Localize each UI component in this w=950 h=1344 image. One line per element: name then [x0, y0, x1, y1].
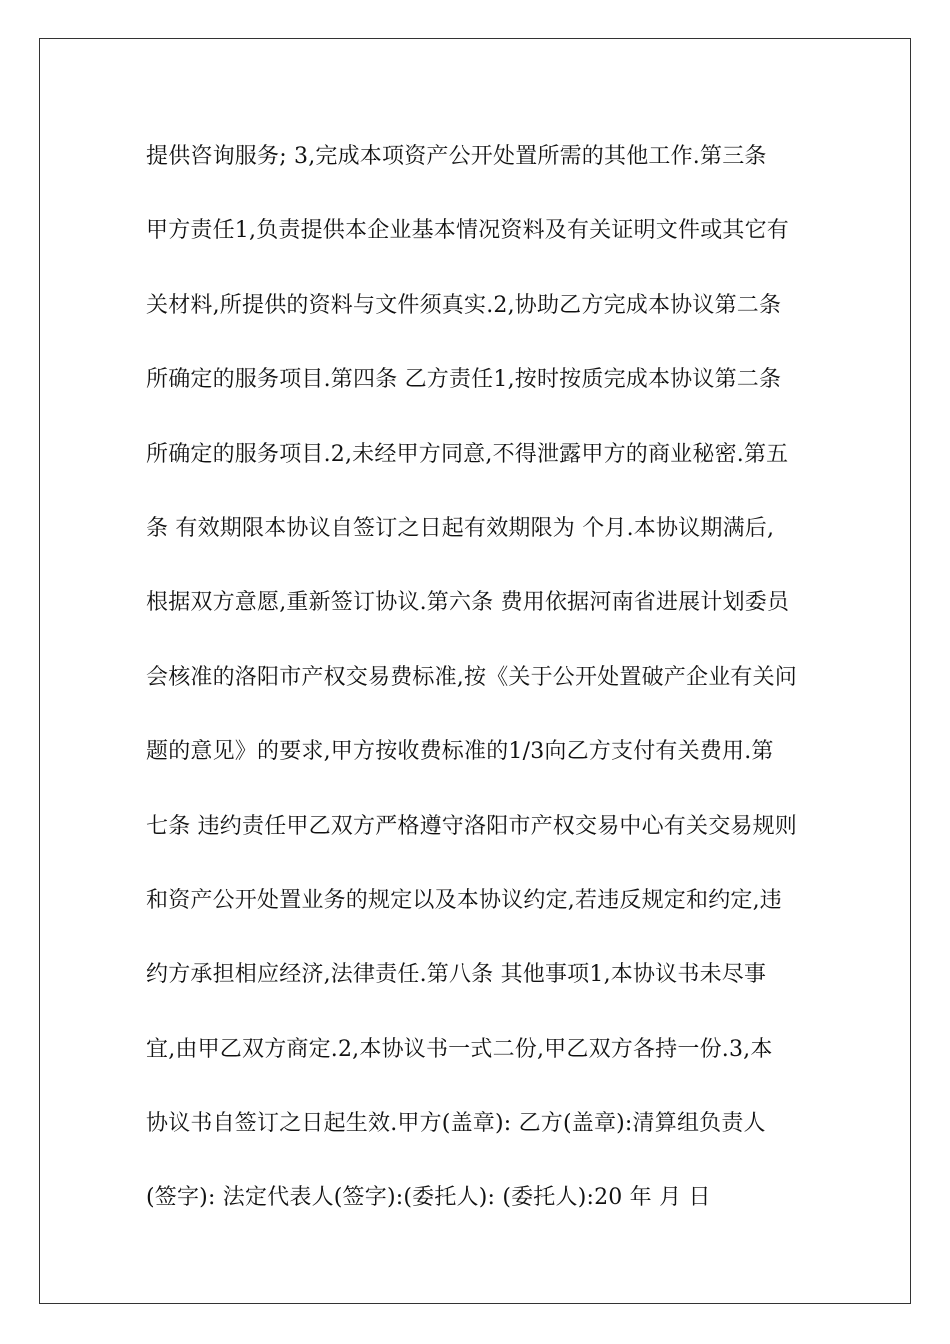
text-line: 会核准的洛阳市产权交易费标准,按《关于公开处置破产企业有关问 [146, 664, 797, 690]
text-line: 题的意见》的要求,甲方按收费标准的1/3向乙方支付有关费用.第 [146, 739, 774, 765]
text-line: 条 有效期限本协议自签订之日起有效期限为 个月.本协议期满后, [146, 515, 775, 541]
text-line: 协议书自签订之日起生效.甲方(盖章): 乙方(盖章):清算组负责人 [146, 1111, 766, 1137]
text-line: 约方承担相应经济,法律责任.第八条 其他事项1,本协议书未尽事 [146, 962, 767, 988]
text-line: 根据双方意愿,重新签订协议.第六条 费用依据河南省进展计划委员 [146, 590, 790, 616]
text-line: (签字): 法定代表人(签字):(委托人): (委托人):20 年 月 日 [146, 1185, 711, 1211]
text-line: 宜,由甲乙双方商定.2,本协议书一式二份,甲乙双方各持一份.3,本 [146, 1036, 773, 1062]
text-line: 所确定的服务项目.第四条 乙方责任1,按时按质完成本协议第二条 [146, 367, 782, 393]
text-line: 关材料,所提供的资料与文件须真实.2,协助乙方完成本协议第二条 [146, 292, 782, 318]
text-line: 提供咨询服务; 3,完成本项资产公开处置所需的其他工作.第三条 [146, 144, 767, 169]
text-line: 所确定的服务项目.2,未经甲方同意,不得泄露甲方的商业秘密.第五 [146, 441, 789, 467]
document-body [146, 127, 816, 1243]
text-line: 和资产公开处置业务的规定以及本协议约定,若违反规定和约定,违 [146, 887, 782, 913]
text-line: 七条 违约责任甲乙双方严格遵守洛阳市产权交易中心有关交易规则 [146, 813, 797, 839]
text-line: 甲方责任1,负责提供本企业基本情况资料及有关证明文件或其它有 [146, 218, 789, 244]
